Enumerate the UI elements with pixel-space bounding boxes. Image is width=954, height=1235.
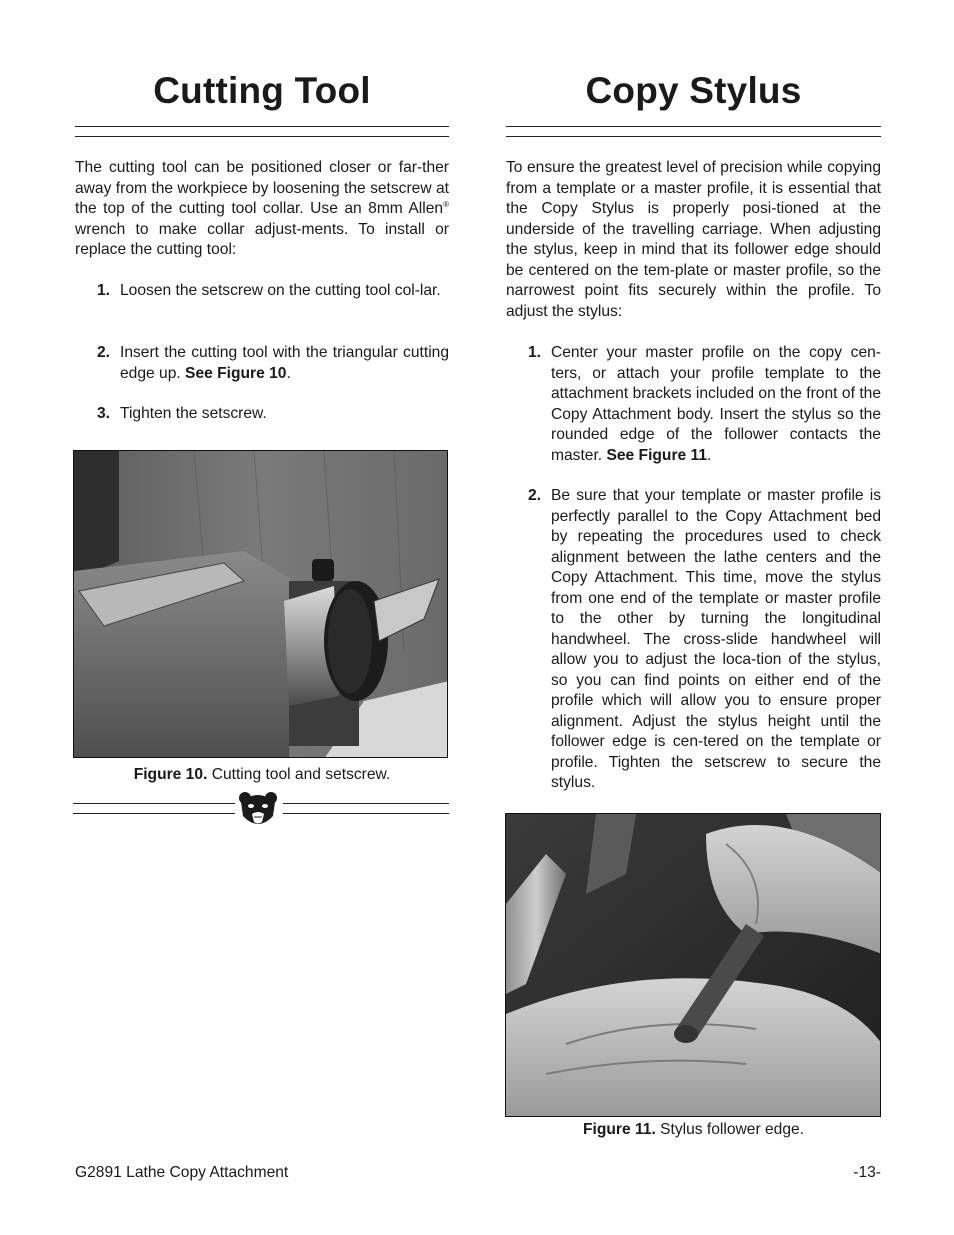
step-number: 3. [97,405,111,422]
title-rule [75,126,449,137]
step-1 [97,281,449,302]
step-tail: . [707,446,712,464]
step-2 [97,343,449,384]
registered-mark: ® [443,199,449,209]
rule-right [283,803,449,814]
step-tail: . [286,364,291,382]
step-text: Center your master profile on the copy cen-ters, or attach your profile template to the attachment brackets included on the front of the Copy Attachment body. Insert the stylus so the rounded edge of the follower contacts the master. [551,344,881,464]
step-number: 1. [97,282,111,299]
copy-stylus-intro: To ensure the greatest level of precision while copying from a template or a master profile, it is essential that the Copy Stylus is properly posi-tioned at the underside of the travelling carriage. When adjusting the stylus, keep in mind that its follower edge should be centered on the tem-plate or master profile, so the narrowest point fits securely within the profile. To adjust the stylus: [506,159,881,320]
footer-doc-name: G2891 Lathe Copy Attachment [75,1164,289,1181]
figure-reference: See Figure 10 [185,364,287,382]
figure-caption-text: Cutting tool and setscrew. [207,766,391,783]
step-text: Be sure that your template or master profile is perfectly parallel to the Copy Attachment bed by repeating the procedures used to check alignment between the lathe centers and the Copy Attachment. This time, move the stylus from one end of the template or master profile to the other by turning the longitudinal handwheel. The cross-slide handwheel will allow you to adjust the loca-tion of the stylus, so you can find points on either end of the profile which will allow you to ensure proper alignment. Adjust the stylus height until the follower edge is cen-tered on the template or profile. Tighten the setscrew to secure the stylus. [551,487,881,791]
bear-logo-icon [237,790,279,830]
figure-caption-text: Stylus follower edge. [655,1121,805,1138]
step-text: Insert the cutting tool with the triangular cutting edge up. [120,344,449,382]
figure-label: Figure 10. [133,766,208,783]
step-number: 2. [528,487,542,504]
step-number: 1. [528,344,542,361]
rule-left [73,803,235,814]
cutting-tool-intro [75,158,449,261]
figure-label: Figure 11. [582,1121,656,1138]
figure-11-photo [505,813,881,1117]
section-title-copy-stylus: Copy Stylus [585,70,802,111]
figure-11-caption [506,1120,881,1140]
stylus-photo [506,814,881,1117]
step-1 [528,343,881,466]
section-title-cutting-tool: Cutting Tool [153,70,371,111]
cutting-tool-photo [74,451,448,758]
title-rule [506,126,881,137]
step-3 [97,404,449,425]
step-2 [528,486,881,794]
step-text: Tighten the setscrew. [120,405,267,422]
step-text: Loosen the setscrew on the cutting tool col-lar. [120,282,441,299]
intro-text-b: wrench to make collar adjust-ments. To install or replace the cutting tool: [75,220,449,258]
figure-reference: See Figure 11 [606,446,708,464]
figure-10-photo [73,450,448,758]
step-number: 2. [97,344,111,361]
footer-page-number: -13- [853,1164,881,1181]
section-end-rule [73,799,449,819]
intro-text-a: The cutting tool can be positioned closer or far-ther away from the workpiece by loosening the setscrew at the top of the cutting tool collar. Use an 8mm Allen [75,159,449,217]
figure-10-caption [75,765,449,785]
